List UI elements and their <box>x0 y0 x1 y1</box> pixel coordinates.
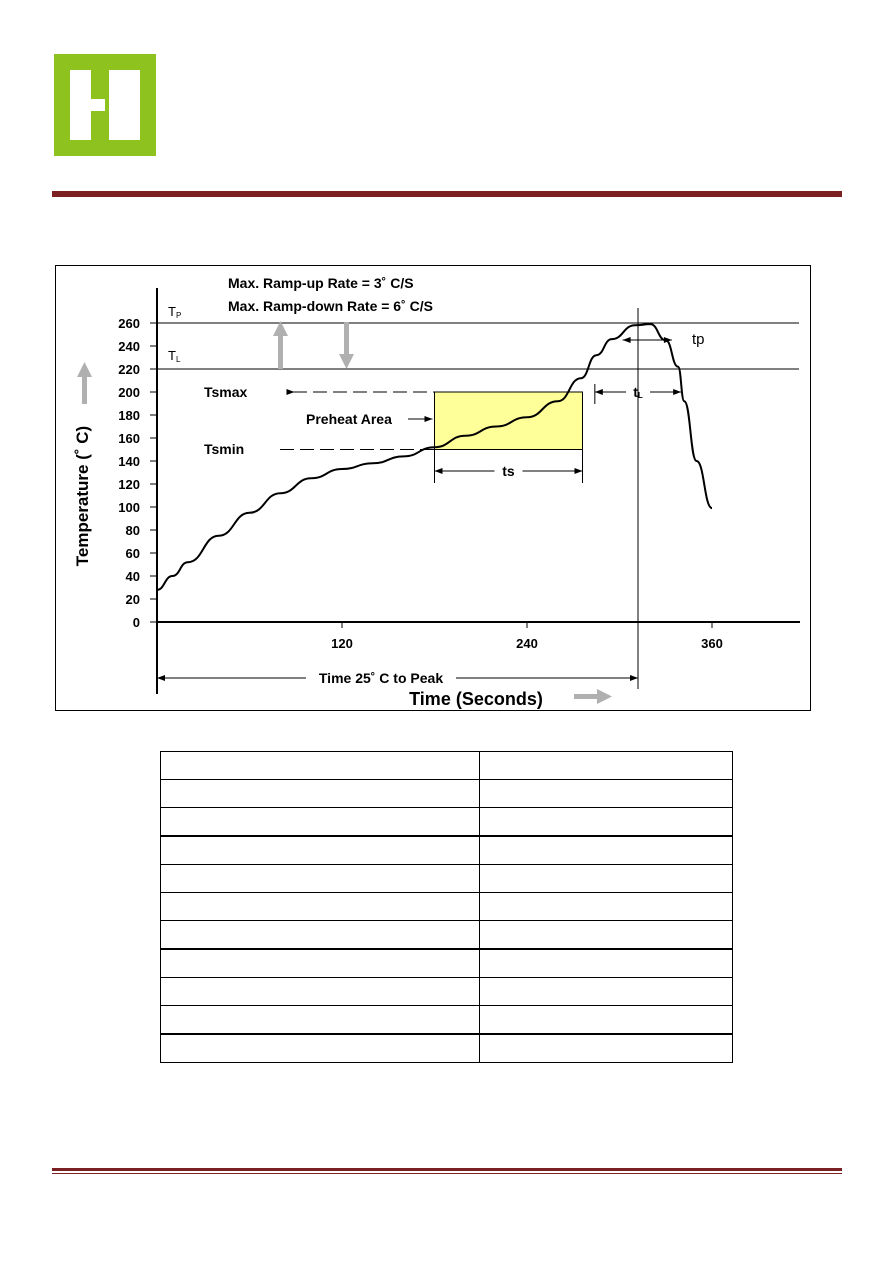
y-tick-label: 220 <box>118 362 140 377</box>
x-tick-label: 360 <box>701 636 723 651</box>
tsmax-label: Tsmax <box>204 384 248 400</box>
table-cell <box>480 808 733 837</box>
x-axis-label: Time (Seconds) <box>409 689 543 709</box>
y-tick-label: 180 <box>118 408 140 423</box>
y-tick-label: 20 <box>125 592 140 607</box>
time-arrow-shaft <box>574 694 600 699</box>
footer-rule <box>52 1168 842 1171</box>
y-tick-label: 80 <box>125 523 140 538</box>
table-row <box>161 808 733 837</box>
table-row <box>161 865 733 893</box>
time-peak-arrow-right <box>630 675 638 681</box>
table-cell <box>480 1006 733 1035</box>
table-cell <box>480 836 733 865</box>
table-cell <box>161 865 480 893</box>
table-cell <box>480 921 733 950</box>
table-row <box>161 921 733 950</box>
tp-arrow-left <box>623 337 631 343</box>
ramp-up-arrow-shaft <box>278 333 283 369</box>
reflow-profile-chart <box>55 265 811 711</box>
table-row <box>161 1006 733 1035</box>
table-cell <box>480 865 733 893</box>
tp-label-sub: P <box>175 311 182 320</box>
ramp-down-arrow-head <box>339 354 354 369</box>
y-axis-label: Temperature (˚ C) <box>73 425 92 567</box>
company-logo-icon <box>54 54 156 156</box>
table-cell <box>161 808 480 837</box>
preheat-pointer-head <box>425 416 433 422</box>
preheat-label: Preheat Area <box>306 411 392 427</box>
y-tick-label: 0 <box>132 615 140 630</box>
temperature-arrow-head <box>77 362 92 377</box>
table-cell <box>161 978 480 1006</box>
reflow-profile-svg <box>56 266 812 712</box>
temperature-arrow-shaft <box>82 374 87 404</box>
x-tick-label: 240 <box>516 636 538 651</box>
table-cell <box>161 921 480 950</box>
y-tick-label: 60 <box>125 546 140 561</box>
time-to-peak-label: Time 25˚ C to Peak <box>318 670 444 686</box>
tsmin-label: Tsmin <box>204 441 245 457</box>
ts-label: ts <box>502 463 515 479</box>
tp-label: TP <box>168 304 182 320</box>
table-row <box>161 780 733 808</box>
ts-arrow-left <box>435 468 443 474</box>
tl-label-sub: L <box>175 355 181 364</box>
x-tick-label: 120 <box>331 636 353 651</box>
table-cell <box>480 752 733 780</box>
table-row <box>161 893 733 921</box>
y-tick-label: 140 <box>118 454 140 469</box>
table-cell <box>161 752 480 780</box>
tl-arrow-right <box>673 389 681 395</box>
y-tick-label: 200 <box>118 385 140 400</box>
spec-table <box>160 751 733 1063</box>
time-arrow-head <box>597 689 612 704</box>
y-tick-label: 260 <box>118 316 140 331</box>
tp-time-label: tp <box>692 331 705 348</box>
table-cell <box>161 1006 480 1035</box>
tl-label: TL <box>168 348 181 364</box>
tl-time-label: tL <box>633 384 643 400</box>
tsmax-arrow-head <box>287 389 295 395</box>
table-cell <box>161 949 480 978</box>
table-row <box>161 836 733 865</box>
table-cell <box>161 893 480 921</box>
ramp-down-label: Max. Ramp-down Rate = 6˚ C/S <box>228 298 433 314</box>
tl-time-label-sub: L <box>637 391 643 400</box>
ramp-down-arrow-shaft <box>344 322 349 358</box>
y-tick-label: 120 <box>118 477 140 492</box>
header-rule <box>52 191 842 197</box>
y-tick-label: 160 <box>118 431 140 446</box>
table-cell <box>480 978 733 1006</box>
y-tick-label: 240 <box>118 339 140 354</box>
time-peak-arrow-left <box>157 675 165 681</box>
table-cell <box>161 836 480 865</box>
table-cell <box>161 1034 480 1063</box>
ramp-up-label: Max. Ramp-up Rate = 3˚ C/S <box>228 275 414 291</box>
y-tick-label: 100 <box>118 500 140 515</box>
table-cell <box>480 893 733 921</box>
table-row <box>161 1034 733 1063</box>
y-tick-label: 40 <box>125 569 140 584</box>
table-row <box>161 949 733 978</box>
footer-rule-thin <box>52 1173 842 1174</box>
table-cell <box>480 780 733 808</box>
table-cell <box>161 780 480 808</box>
table-row <box>161 978 733 1006</box>
table-row <box>161 752 733 780</box>
tl-arrow-left <box>595 389 603 395</box>
ts-arrow-right <box>575 468 583 474</box>
table-cell <box>480 1034 733 1063</box>
table-cell <box>480 949 733 978</box>
